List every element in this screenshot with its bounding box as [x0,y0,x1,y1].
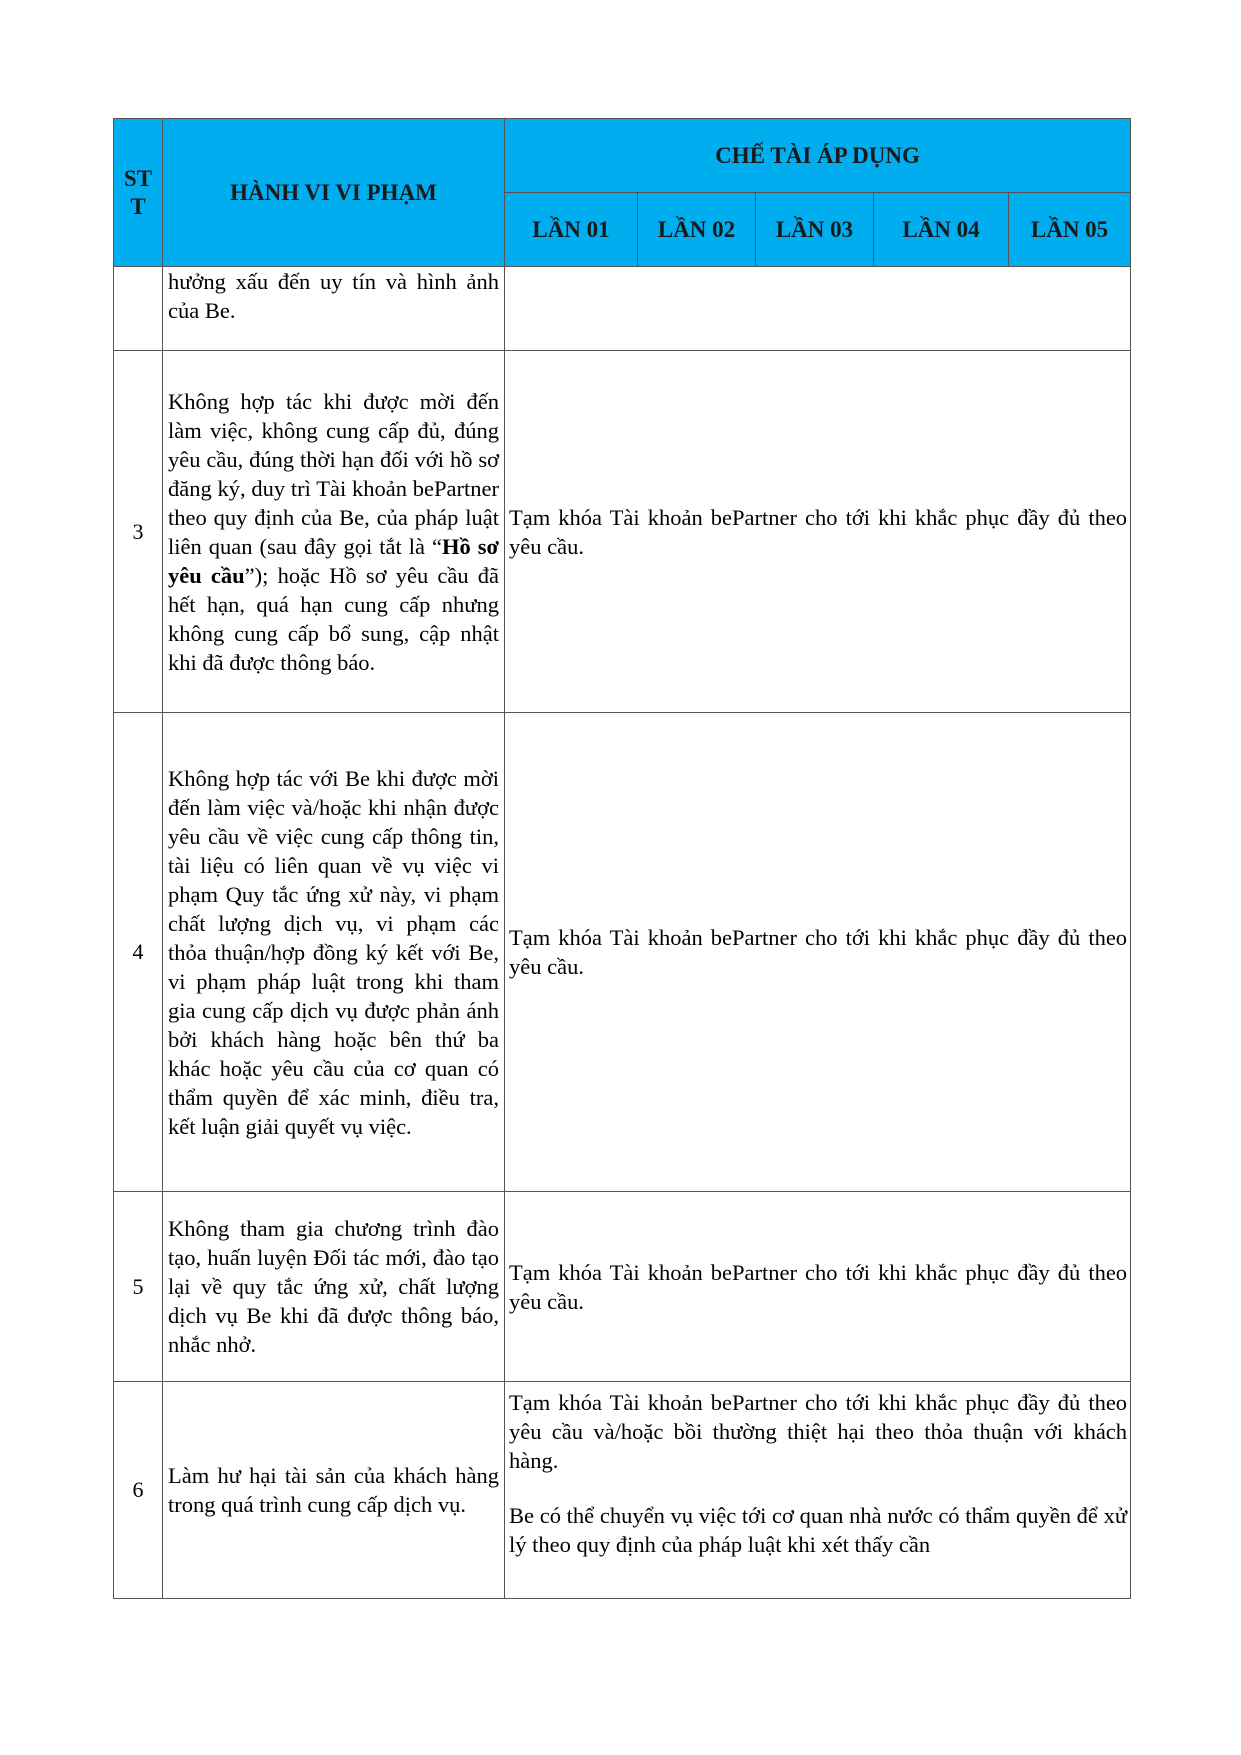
violation-table [113,118,1131,1599]
row-sanction: Tạm khóa Tài khoản bePartner cho tới khi khắc phục đầy đủ theo yêu cầu. [505,1192,1131,1382]
sanction-paragraph: Be có thể chuyển vụ việc tới cơ quan nhà nước có thẩm quyền để xử lý theo quy định của pháp luật khi xét thấy cần [509,1503,1128,1557]
row-stt: 5 [114,1192,163,1382]
row-behavior: Làm hư hại tài sản của khách hàng trong quá trình cung cấp dịch vụ. [163,1382,505,1599]
header-time-1: LẦN 01 [505,193,638,267]
behavior-bold-term: Hồ sơ yêu cầu [168,533,499,588]
header-time-4: LẦN 04 [874,193,1009,267]
table-row [114,1382,1131,1599]
header-time-3: LẦN 03 [756,193,874,267]
row-stt: 4 [114,713,163,1192]
header-sanction: CHẾ TÀI ÁP DỤNG [505,119,1131,193]
row-stt: 6 [114,1382,163,1599]
row-stt [114,267,163,351]
document-page [113,118,1130,1599]
behavior-text-start: Không hợp tác khi được mời đến làm việc, không cung cấp đủ, đúng yêu cầu, đúng thời hạn đối với hồ sơ đăng ký, duy trì Tài khoản bePartner theo quy định của Be, của pháp luật liên quan (sau đây gọi tắt là “ [168,388,499,559]
header-behavior: HÀNH VI VI PHẠM [163,119,505,267]
header-row-1 [114,119,1131,193]
row-behavior: Không hợp tác với Be khi được mời đến làm việc và/hoặc khi nhận được yêu cầu về việc cung cấp thông tin, tài liệu có liên quan về vụ việc vi phạm Quy tắc ứng xử này, vi phạm chất lượng dịch vụ, vi phạm các thỏa thuận/hợp đồng ký kết với Be, vi phạm pháp luật trong khi tham gia cung cấp dịch vụ được phản ánh bởi khách hàng hoặc bên thứ ba khác hoặc yêu cầu của cơ quan có thẩm quyền để xác minh, điều tra, kết luận giải quyết vụ việc. [163,713,505,1192]
table-row [114,351,1131,713]
row-behavior [163,351,505,713]
header-time-2: LẦN 02 [638,193,756,267]
row-stt: 3 [114,351,163,713]
row-sanction: Tạm khóa Tài khoản bePartner cho tới khi khắc phục đầy đủ theo yêu cầu. [505,713,1131,1192]
table-row [114,267,1131,351]
row-behavior: Không tham gia chương trình đào tạo, huấn luyện Đối tác mới, đào tạo lại về quy tắc ứng xử, chất lượng dịch vụ Be khi đã được thông báo, nhắc nhở. [163,1192,505,1382]
row-behavior: hưởng xấu đến uy tín và hình ảnh của Be. [163,267,505,351]
row-sanction [505,1382,1131,1599]
sanction-paragraph: Tạm khóa Tài khoản bePartner cho tới khi khắc phục đầy đủ theo yêu cầu và/hoặc bồi thường thiệt hại theo thỏa thuận với khách hàng. [509,1390,1128,1473]
table-row [114,713,1131,1192]
row-sanction: Tạm khóa Tài khoản bePartner cho tới khi khắc phục đầy đủ theo yêu cầu. [505,351,1131,713]
table-row [114,1192,1131,1382]
header-time-5: LẦN 05 [1009,193,1131,267]
row-sanction [505,267,1131,351]
behavior-text-end: ”); hoặc Hồ sơ yêu cầu đã hết hạn, quá hạn cung cấp nhưng không cung cấp bổ sung, cập nhật khi đã được thông báo. [168,562,499,675]
header-stt: ST T [114,119,163,267]
